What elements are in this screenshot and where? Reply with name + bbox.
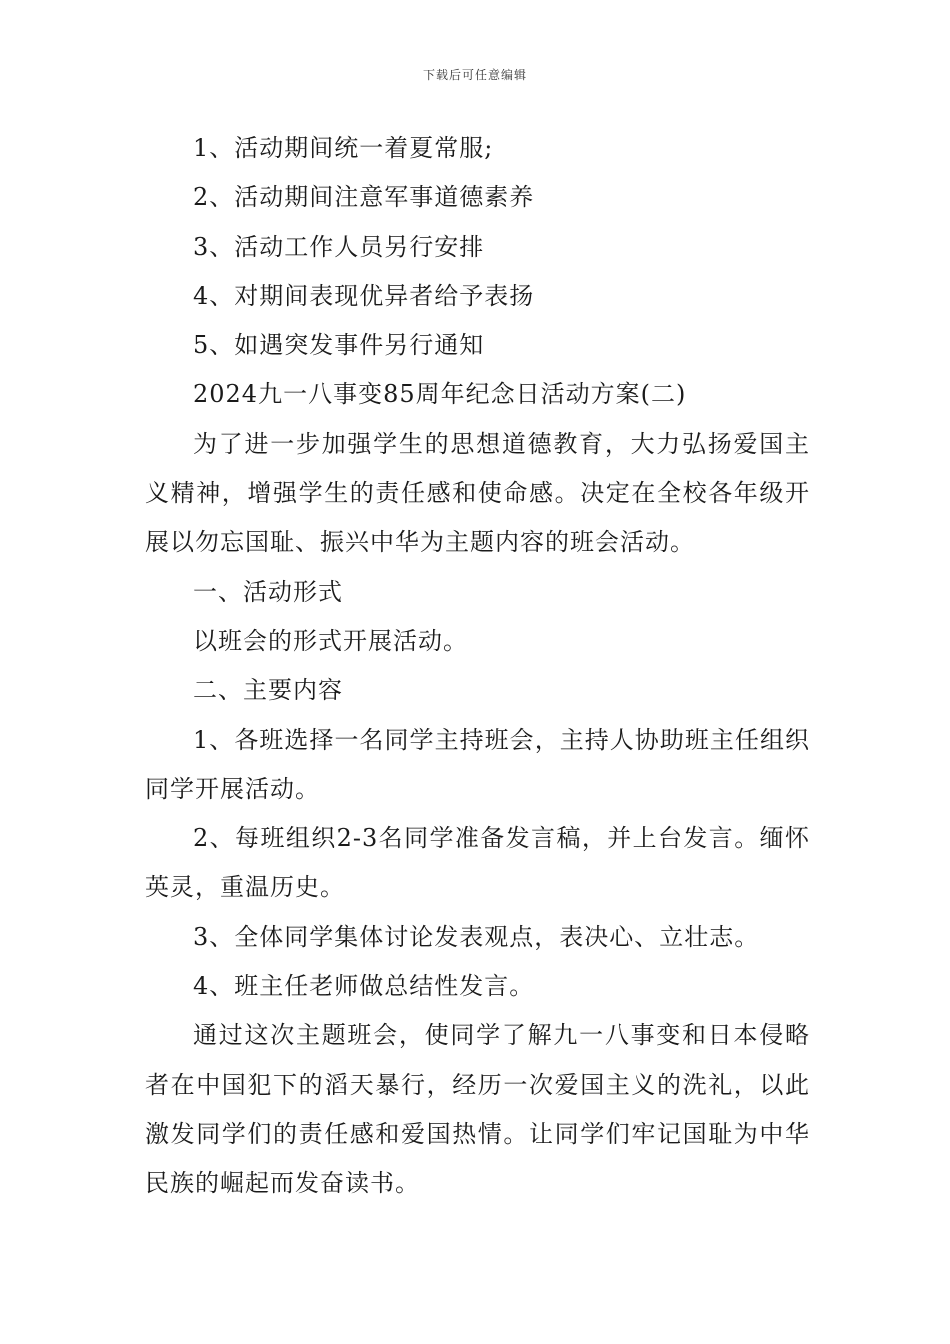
- section-heading-plan-two: 2024九一八事变85周年纪念日活动方案(二): [193, 380, 687, 409]
- header-note: 下载后可任意编辑: [422, 68, 527, 82]
- paragraph-item-2: 2、活动期间注意军事道德素养: [193, 183, 535, 212]
- paragraph-item-5: 5、如遇突发事件另行通知: [193, 331, 485, 360]
- content-item-3: 3、全体同学集体讨论发表观点，表决心、立壮志。: [193, 922, 760, 951]
- activity-form-text: 以班会的形式开展活动。: [193, 626, 468, 655]
- heading-activity-form: 一、活动形式: [193, 577, 343, 606]
- content-item-4: 4、班主任老师做总结性发言。: [193, 972, 535, 1001]
- content-item-1: 1、各班选择一名同学主持班会，主持人协助班主任组织同学开展活动。: [145, 725, 810, 803]
- paragraph-item-1: 1、活动期间统一着夏常服;: [193, 134, 494, 162]
- content-item-2: 2、每班组织2-3名同学准备发言稿，并上台发言。缅怀英灵，重温历史。: [145, 824, 810, 902]
- paragraph-item-3: 3、活动工作人员另行安排: [193, 232, 485, 261]
- intro-paragraph: 为了进一步加强学生的思想道德教育，大力弘扬爱国主义精神，增强学生的责任感和使命感。决定在全校各年级开展以勿忘国耻、振兴中华为主题内容的班会活动。: [145, 429, 810, 557]
- closing-paragraph: 通过这次主题班会，使同学了解九一八事变和日本侵略者在中国犯下的滔天暴行，经历一次爱国主义的洗礼，以此激发同学们的责任感和爱国热情。让同学们牢记国耻为中华民族的崛起而发奋读书。: [145, 1021, 810, 1198]
- paragraph-item-4: 4、对期间表现优异者给予表扬: [193, 281, 535, 310]
- heading-main-content: 二、主要内容: [193, 676, 343, 705]
- document-body: [145, 124, 810, 1209]
